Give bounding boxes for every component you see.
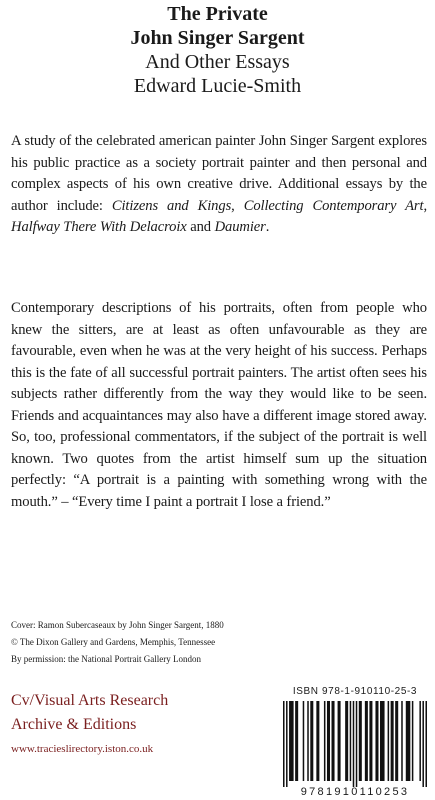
barcode-bar xyxy=(406,701,411,781)
title-line-1: The Private xyxy=(167,3,268,25)
title-line-2: John Singer Sargent xyxy=(130,27,305,49)
barcode-bar xyxy=(345,701,348,781)
essay-title-2: Collecting Contemporary Art xyxy=(243,197,424,214)
barcode-bar xyxy=(365,701,368,781)
barcode-bar xyxy=(356,701,358,787)
publisher-block xyxy=(11,689,168,758)
publisher-name-line-1: Cv/Visual Arts Research xyxy=(11,692,169,709)
barcode-bar xyxy=(422,701,424,787)
description-separator-2: , xyxy=(423,197,427,214)
subtitle: And Other Essays xyxy=(145,51,290,73)
barcode-bar xyxy=(359,701,362,781)
barcode-image xyxy=(283,701,427,787)
image-credits xyxy=(11,617,427,668)
barcode-bar xyxy=(327,701,330,781)
barcode-bar xyxy=(332,701,335,781)
essay-title-1: Citizens and Kings xyxy=(111,197,232,214)
barcode-bar xyxy=(350,701,352,781)
essay-title-3: Halfway There With Delacroix xyxy=(11,219,187,235)
description-paragraph xyxy=(11,131,427,239)
barcode-bar xyxy=(401,701,403,781)
isbn-label: ISBN 978-1-910110-25-3 xyxy=(292,686,418,697)
barcode-bar xyxy=(283,701,285,787)
barcode-bar xyxy=(419,701,421,781)
barcode-bar xyxy=(310,701,313,781)
barcode-bar xyxy=(295,701,298,781)
excerpt-paragraph: Contemporary descriptions of his portraits, often from people who knew the sitters, are at least as often unfavourable as they are favourable, even when he was at the very height of his success. Perhaps this is the fate of all successful portrait painters. The artist often sees his subjects rather differently from the way they would like to be seen. Friends and acquaintances may also have a different image stored away. So, too, professional commentators, if the subject of the portrait is well known. Two quotes from the artist himself sum up the situation perfectly: “A portrait is a painting with something wrong with the mouth.” – “Every time I paint a portrait I lose a friend.” xyxy=(11,300,427,510)
barcode-bar xyxy=(286,701,288,787)
barcode-bar xyxy=(289,701,294,781)
barcode-bar xyxy=(338,701,341,781)
barcode-bar xyxy=(375,701,378,781)
barcode-bar xyxy=(307,701,309,781)
publisher-url: www.tracieslirectory.iston.co.uk xyxy=(11,743,154,755)
description-separator-1: , xyxy=(231,197,244,214)
barcode-bar xyxy=(395,701,398,781)
barcode-bar xyxy=(324,701,326,781)
barcode-bar xyxy=(425,701,427,787)
barcode-block xyxy=(283,686,427,798)
description-text: A study of the celebrated american painter John Singer Sargent explores his public practice as a society portrait painter and then personal and complex aspects of his own creative drive. Additional essays by the author include: xyxy=(11,133,427,214)
author-name: Edward Lucie-Smith xyxy=(133,75,302,97)
barcode-bar xyxy=(303,701,305,781)
publisher-name-line-2: Archive & Editions xyxy=(11,716,137,733)
credit-line-1: Cover: Ramon Subercaseaux by John Singer Sargent, 1880 xyxy=(11,620,224,630)
description-end: . xyxy=(265,219,270,235)
barcode-digits: 9781910110253 xyxy=(300,786,410,798)
description-separator-3: and xyxy=(186,219,215,235)
barcode-bar xyxy=(388,701,390,781)
barcode-bar xyxy=(380,701,385,781)
barcode-bar xyxy=(391,701,394,781)
barcode-bar xyxy=(412,701,414,781)
title-block xyxy=(0,0,435,98)
barcode-bar xyxy=(353,701,355,787)
credit-line-2: © The Dixon Gallery and Gardens, Memphis, Tennessee xyxy=(11,637,216,647)
barcode-bar xyxy=(316,701,319,781)
barcode-bar xyxy=(369,701,372,781)
credit-line-3: By permission: the National Portrait Gallery London xyxy=(11,654,201,664)
essay-title-4: Daumier xyxy=(214,219,266,235)
